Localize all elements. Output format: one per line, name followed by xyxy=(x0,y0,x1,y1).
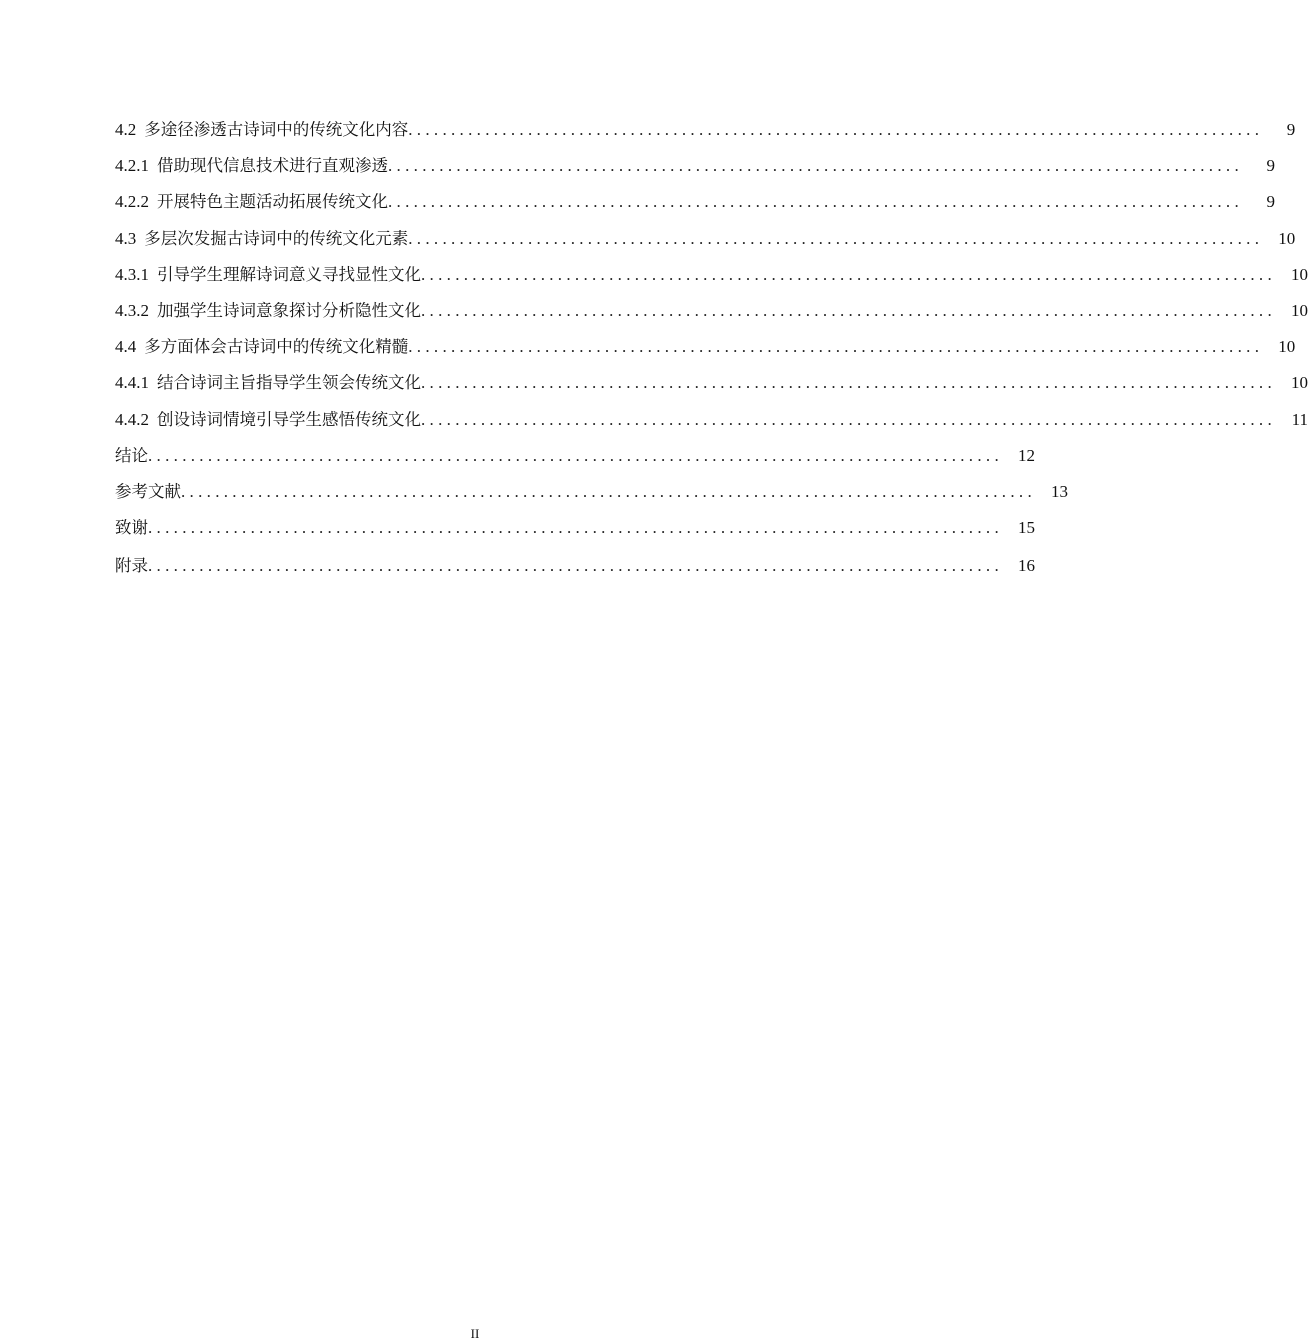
toc-entry-heading xyxy=(115,371,421,395)
toc-entry-heading xyxy=(115,118,408,142)
toc-entry-page: 15 xyxy=(1018,518,1035,538)
table-of-contents xyxy=(115,118,1308,590)
toc-entry-title: 结论 xyxy=(115,445,148,465)
toc-dot-leader: .................................................................................................... xyxy=(408,337,1264,357)
toc-entry-page: 9 xyxy=(1286,120,1296,139)
toc-dot-leader: .................................................................................................... xyxy=(408,228,1264,248)
toc-entry-title: 借助现代信息技术进行直观渗透 xyxy=(157,156,388,176)
toc-dot-leader: .................................................................................................... xyxy=(421,373,1276,393)
toc-entry-heading xyxy=(115,444,148,468)
toc-entry[interactable] xyxy=(115,554,1035,590)
toc-entry[interactable] xyxy=(115,154,1275,190)
toc-dot-leader: .................................................................................................... xyxy=(421,300,1276,320)
toc-dot-leader: .................................................................................................... xyxy=(421,409,1276,429)
toc-entry-number: 4.4 xyxy=(115,337,137,357)
toc-entry-title: 多途径渗透古诗词中的传统文化内容 xyxy=(144,120,409,139)
toc-entry-page: 10 xyxy=(1278,228,1296,248)
toc-entry-heading xyxy=(115,299,421,323)
toc-entry-title: 加强学生诗词意象探讨分析隐性文化 xyxy=(157,300,421,320)
toc-entry-title: 多方面体会古诗词中的传统文化精髓 xyxy=(144,337,409,357)
toc-entry-heading xyxy=(115,154,388,178)
toc-entry[interactable] xyxy=(115,335,1296,371)
toc-entry-title: 结合诗词主旨指导学生领会传统文化 xyxy=(157,373,421,393)
toc-entry[interactable] xyxy=(115,408,1308,444)
toc-dot-leader: .................................................................................................... xyxy=(421,264,1276,284)
toc-entry-number: 4.4.2 xyxy=(115,409,149,429)
toc-entry-title: 引导学生理解诗词意义寻找显性文化 xyxy=(157,264,421,284)
toc-entry-number: 4.2 xyxy=(115,120,137,139)
toc-entry-page: 10 xyxy=(1291,373,1308,393)
toc-entry-heading xyxy=(115,554,148,578)
toc-dot-leader: .................................................................................................... xyxy=(408,120,1264,139)
toc-entry[interactable] xyxy=(115,227,1296,263)
toc-entry[interactable] xyxy=(115,263,1308,299)
toc-entry-title: 附录 xyxy=(115,556,148,576)
toc-entry-heading xyxy=(115,480,181,504)
page-number: II xyxy=(470,1326,480,1341)
toc-entry-page: 10 xyxy=(1278,337,1296,357)
toc-entry[interactable] xyxy=(115,190,1275,226)
toc-entry[interactable] xyxy=(115,299,1308,335)
toc-entry-title: 开展特色主题活动拓展传统文化 xyxy=(157,192,388,212)
toc-entry-number: 4.3.1 xyxy=(115,264,149,284)
toc-entry-page: 13 xyxy=(1051,481,1068,501)
toc-dot-leader: .................................................................................................... xyxy=(181,481,1036,501)
toc-entry-page: 12 xyxy=(1018,445,1035,465)
toc-entry-title: 创设诗词情境引导学生感悟传统文化 xyxy=(157,409,421,429)
toc-entry-title: 多层次发掘古诗词中的传统文化元素 xyxy=(144,228,409,248)
toc-entry-heading xyxy=(115,408,421,432)
toc-entry-page: 16 xyxy=(1018,556,1035,576)
toc-entry[interactable] xyxy=(115,444,1035,480)
toc-entry[interactable] xyxy=(115,371,1308,407)
toc-entry-heading xyxy=(115,516,148,540)
toc-entry-number: 4.2.2 xyxy=(115,192,149,212)
toc-dot-leader: .................................................................................................... xyxy=(388,192,1243,212)
toc-dot-leader: .................................................................................................... xyxy=(148,556,1003,576)
toc-entry[interactable] xyxy=(115,480,1068,516)
toc-entry-heading xyxy=(115,227,408,251)
toc-entry-heading xyxy=(115,335,408,359)
toc-entry[interactable] xyxy=(115,118,1296,154)
toc-dot-leader: .................................................................................................... xyxy=(148,445,1003,465)
toc-dot-leader: .................................................................................................... xyxy=(388,156,1243,176)
toc-entry-page: 10 xyxy=(1291,264,1308,284)
toc-dot-leader: .................................................................................................... xyxy=(148,518,1003,538)
toc-entry-page: 9 xyxy=(1266,192,1275,212)
toc-entry-page: 10 xyxy=(1291,300,1308,320)
toc-entry-heading xyxy=(115,263,421,287)
toc-entry-number: 4.4.1 xyxy=(115,373,149,393)
toc-entry-title: 致谢 xyxy=(115,518,148,538)
toc-entry-heading xyxy=(115,190,388,214)
toc-entry-title: 参考文献 xyxy=(115,481,181,501)
toc-entry-page: 11 xyxy=(1291,409,1308,429)
toc-entry[interactable] xyxy=(115,516,1035,552)
toc-entry-number: 4.3 xyxy=(115,228,137,248)
toc-entry-number: 4.3.2 xyxy=(115,300,149,320)
toc-entry-page: 9 xyxy=(1266,156,1275,176)
toc-entry-number: 4.2.1 xyxy=(115,156,149,176)
